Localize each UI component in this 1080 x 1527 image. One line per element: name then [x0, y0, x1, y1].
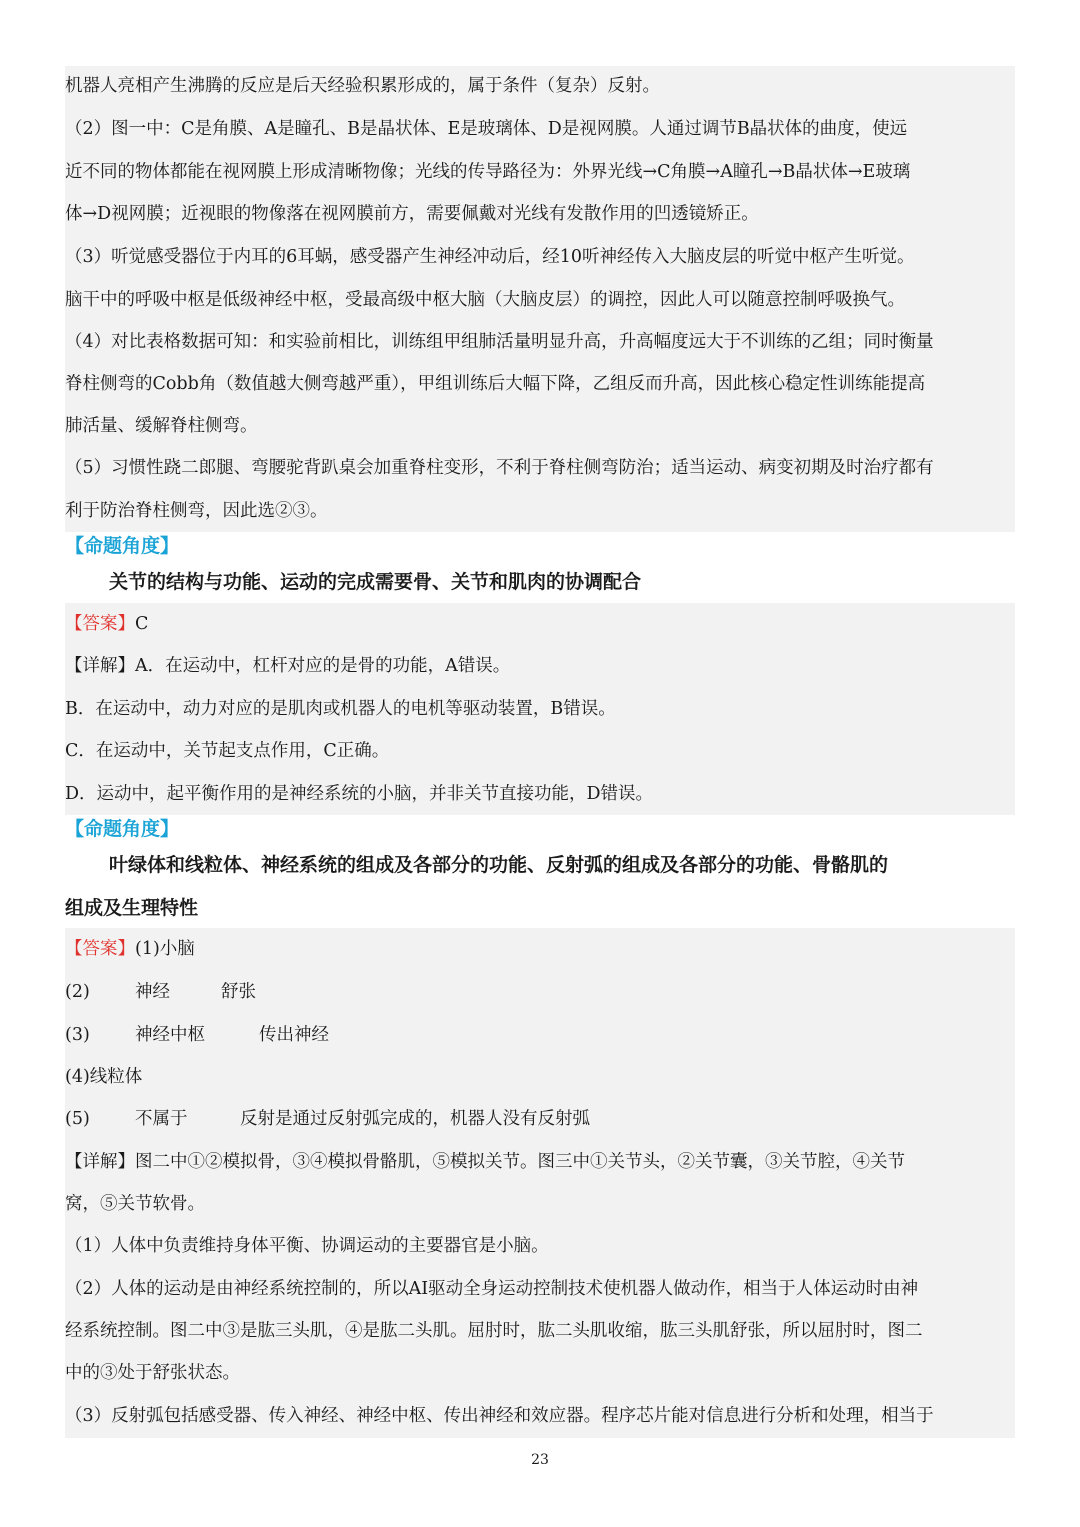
answer-blank-b: 舒张 — [221, 982, 256, 1002]
text-line: B．在运动中，动力对应的是肌肉或机器人的电机等驱动装置，B错误。 — [65, 699, 616, 719]
topic-angle: 关节的结构与功能、运动的完成需要骨、关节和肌肉的协调配合 — [109, 571, 642, 593]
answer-tag: 【答案】 — [65, 939, 135, 959]
topic-angle-continued: 组成及生理特性 — [65, 897, 199, 919]
answer-line — [65, 928, 1015, 970]
answer-item-3 — [65, 1014, 1015, 1056]
text-line: （3）听觉感受器位于内耳的6耳蜗，感受器产生神经冲动后，经10听神经传入大脑皮层的听觉中枢产生听觉。 — [65, 247, 915, 267]
answer-number: (5) — [65, 1109, 90, 1129]
text-line: C．在运动中，关节起支点作用，C正确。 — [65, 741, 390, 761]
detail-tag: 【详解】 — [65, 656, 135, 676]
text-line: D．运动中，起平衡作用的是神经系统的小脑，并非关节直接功能，D错误。 — [65, 784, 654, 804]
text-line: 利于防治脊柱侧弯，因此选②③。 — [65, 501, 328, 521]
text-line: 脑干中的呼吸中枢是低级神经中枢，受最高级中枢大脑（大脑皮层）的调控，因此人可以随意控制呼吸换气。 — [65, 290, 905, 310]
answer-blank-b: 反射是通过反射弧完成的，机器人没有反射弧 — [240, 1109, 590, 1129]
detail-line — [65, 645, 1015, 687]
topic-angle: 叶绿体和线粒体、神经系统的组成及各部分的功能、反射弧的组成及各部分的功能、骨骼肌的 — [109, 854, 889, 876]
text-line: （2）图一中：C是角膜、A是瞳孔、B是晶状体、E是玻璃体、D是视网膜。人通过调节B晶状体的曲度，使远 — [65, 119, 908, 139]
text-line: 体→D视网膜；近视眼的物像落在视网膜前方，需要佩戴对光线有发散作用的凹透镜矫正。 — [65, 204, 759, 224]
answer-item-2 — [65, 971, 1015, 1013]
section-heading: 【命题角度】 — [65, 535, 180, 557]
text-line: （1）人体中负责维持身体平衡、协调运动的主要器官是小脑。 — [65, 1236, 549, 1256]
answer-value: C — [135, 614, 149, 634]
answer-blank-a: 神经中枢 — [135, 1025, 205, 1045]
answer-number: (3) — [65, 1025, 90, 1045]
answer-line — [65, 603, 1015, 645]
detail-text: 图二中①②模拟骨，③④模拟骨骼肌，⑤模拟关节。图三中①关节头，②关节囊，③关节腔，④关节 — [135, 1152, 905, 1172]
answer-number: (2) — [65, 982, 90, 1002]
detail-line — [65, 1141, 1015, 1183]
answer-blank-a: 神经 — [135, 982, 170, 1002]
text-line: 近不同的物体都能在视网膜上形成清晰物像；光线的传导路径为：外界光线→C角膜→A瞳孔→B晶状体→E玻璃 — [65, 162, 911, 182]
text-line: 机器人亮相产生沸腾的反应是后天经验积累形成的，属于条件（复杂）反射。 — [65, 76, 660, 96]
text-line: 窝，⑤关节软骨。 — [65, 1194, 205, 1214]
answer-item-4: (4)线粒体 — [65, 1067, 143, 1087]
detail-tag: 【详解】 — [65, 1152, 135, 1172]
text-line: （5）习惯性跷二郎腿、弯腰驼背趴桌会加重脊柱变形，不利于脊柱侧弯防治；适当运动、病变初期及时治疗都有 — [65, 458, 934, 478]
answer-item-5 — [65, 1098, 1015, 1140]
answer-item-1: (1)小脑 — [135, 939, 195, 959]
text-line: （2）人体的运动是由神经系统控制的，所以AI驱动全身运动控制技术使机器人做动作，相当于人体运动时由神 — [65, 1279, 919, 1299]
text-line: 经系统控制。图二中③是肱三头肌，④是肱二头肌。屈肘时，肱二头肌收缩，肱三头肌舒张，所以屈肘时，图二 — [65, 1321, 923, 1341]
text-line: （4）对比表格数据可知：和实验前相比，训练组甲组肺活量明显升高，升高幅度远大于不训练的乙组；同时衡量 — [65, 332, 934, 352]
answer-tag: 【答案】 — [65, 614, 135, 634]
answer-blank-a: 不属于 — [135, 1109, 188, 1129]
text-line: （3）反射弧包括感受器、传入神经、神经中枢、传出神经和效应器。程序芯片能对信息进行分析和处理，相当于 — [65, 1406, 934, 1426]
text-line: 中的③处于舒张状态。 — [65, 1363, 240, 1383]
page-number: 23 — [531, 1452, 549, 1468]
section-heading: 【命题角度】 — [65, 818, 180, 840]
detail-text: A．在运动中，杠杆对应的是骨的功能，A错误。 — [135, 656, 511, 676]
answer-blank-b: 传出神经 — [259, 1025, 329, 1045]
text-line: 肺活量、缓解脊柱侧弯。 — [65, 416, 258, 436]
text-line: 脊柱侧弯的Cobb角（数值越大侧弯越严重），甲组训练后大幅下降，乙组反而升高，因此核心稳定性训练能提高 — [65, 374, 926, 394]
